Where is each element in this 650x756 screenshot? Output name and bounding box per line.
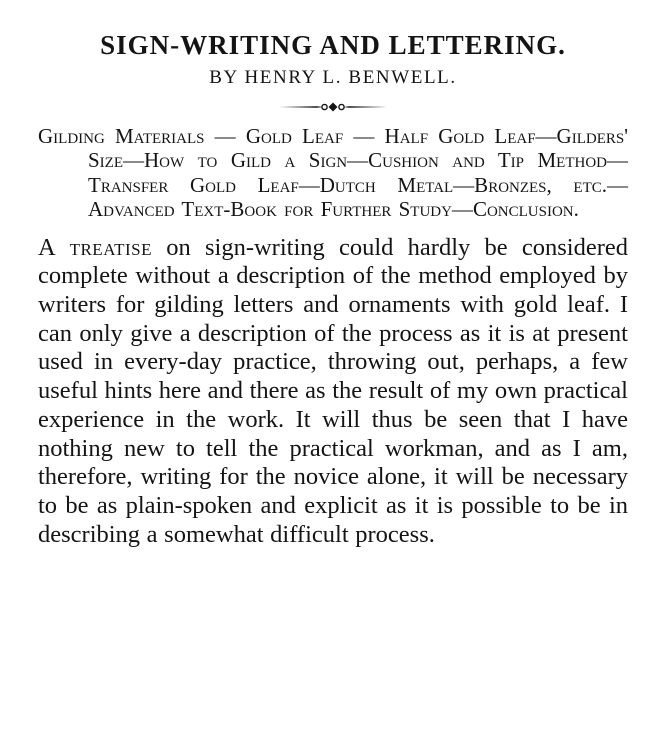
ornament-divider-icon	[277, 100, 389, 114]
article-title: SIGN-WRITING AND LETTERING.	[100, 30, 566, 60]
article-body	[38, 234, 628, 550]
article-body-text: on sign-writing could hardly be considered complete without a description of the method employed by writers for gilding letters and ornaments with gold leaf. I can only give a description of the process as it is at present used in every-day practice, throwing out, perhaps, a few useful hints here and there as the result of my own practical experience in the work. It will thus be seen that I have nothing new to tell the practical workman, and as I am, therefore, writing for the novice alone, it will be necessary to be as plain-spoken and explicit as it is possible to be in describing a somewhat difficult process.	[38, 233, 628, 548]
article-byline: BY HENRY L. BENWELL.	[209, 67, 457, 88]
article-lead-words: A treatise	[38, 233, 152, 261]
article-summary: Gilding Materials — Gold Leaf — Half Gold Leaf—Gilders' Size—How to Gild a Sign—Cushion and Tip Method—Transfer Gold Leaf—Dutch Metal—Bronzes, etc.—Advanced Text-Book for Further Study—Conclusion.	[38, 124, 628, 222]
